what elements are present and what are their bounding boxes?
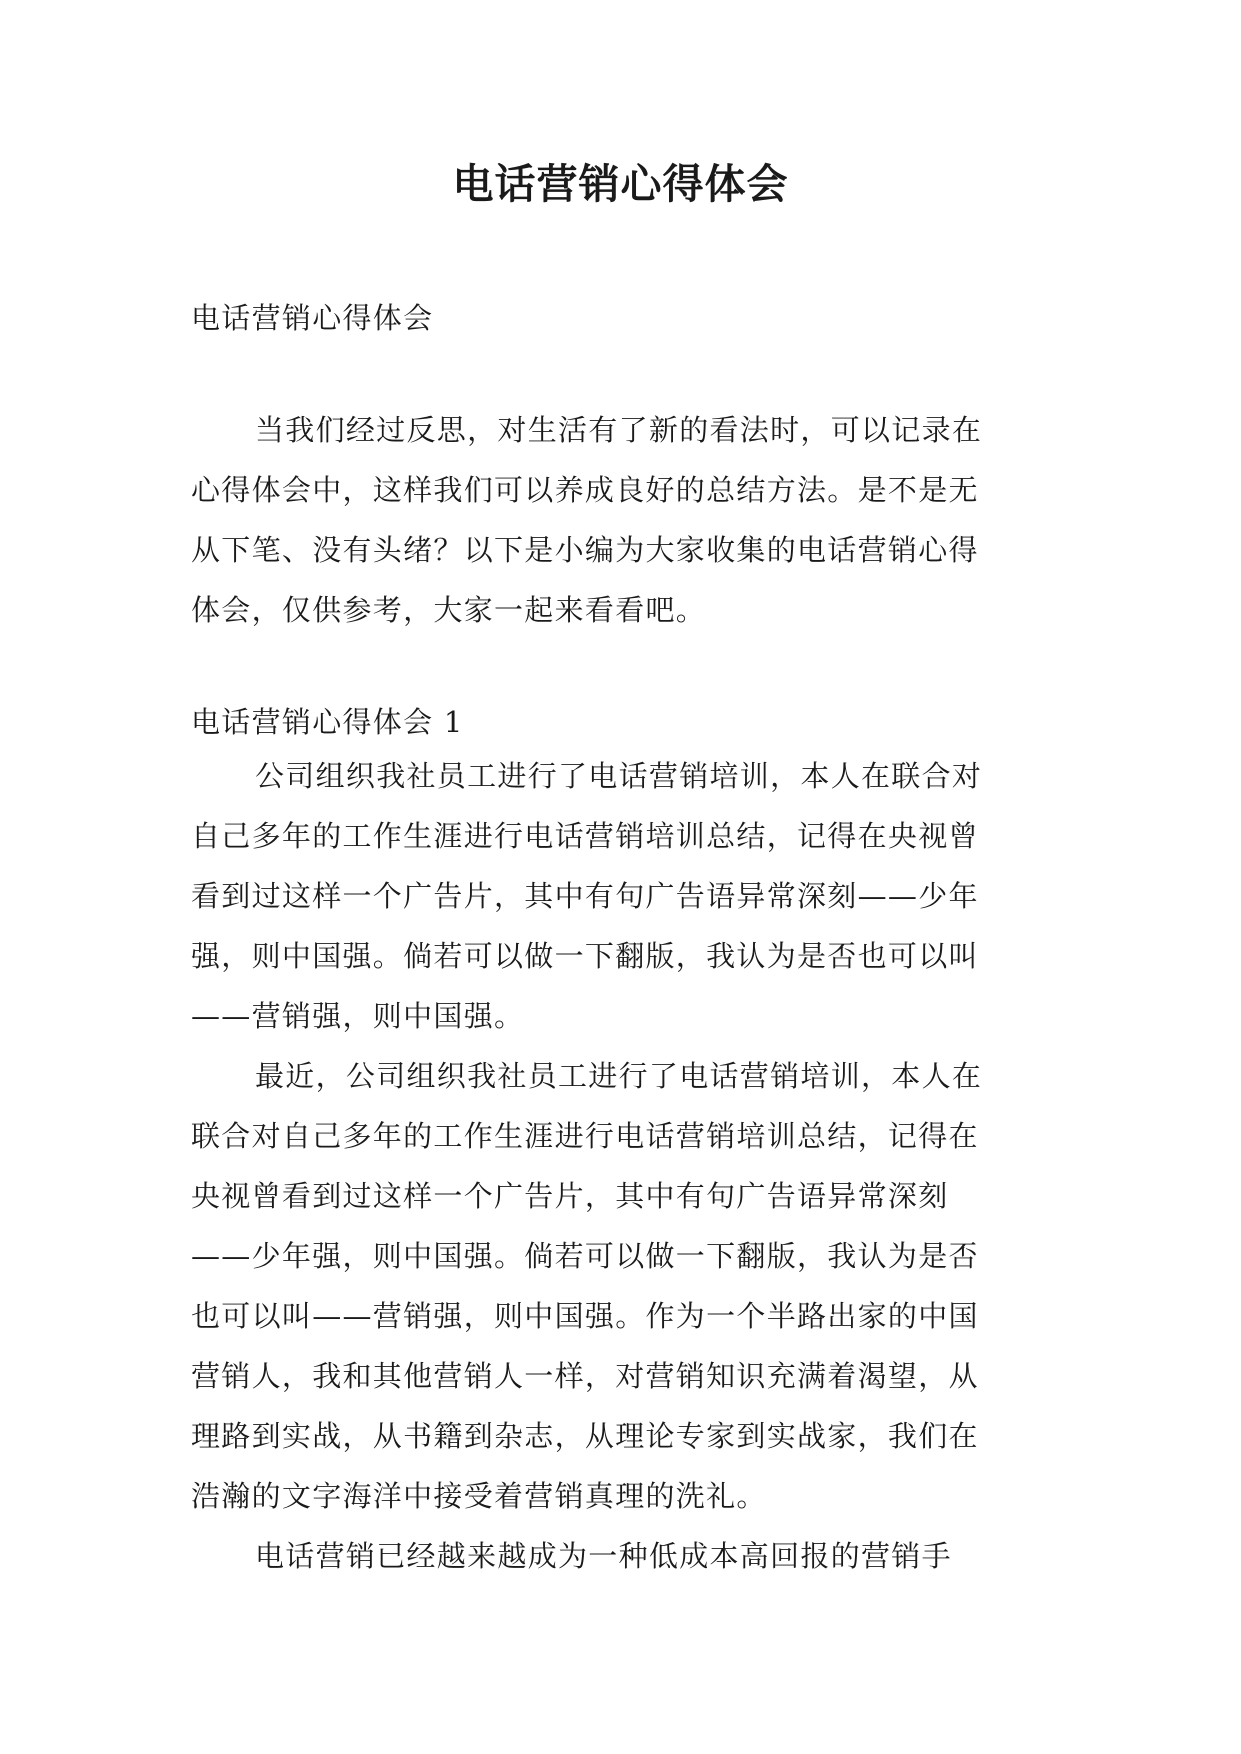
body-line: 央视曾看到过这样一个广告片，其中有句广告语异常深刻 (191, 1179, 949, 1213)
body-line: 公司组织我社员工进行了电话营销培训，本人在联合对 (255, 759, 983, 793)
body-line: 理路到实战，从书籍到杂志，从理论专家到实战家，我们在 (191, 1419, 979, 1453)
section-body (191, 746, 1051, 1586)
body-line: 最近，公司组织我社员工进行了电话营销培训，本人在 (255, 1059, 983, 1093)
document-subtitle (191, 288, 1051, 348)
body-line: 电话营销已经越来越成为一种低成本高回报的营销手 (255, 1539, 952, 1573)
section-heading (191, 692, 1051, 752)
intro-line: 体会，仅供参考，大家一起来看看吧。 (191, 593, 707, 627)
intro-line: 心得体会中，这样我们可以养成良好的总结方法。是不是无 (191, 473, 979, 507)
body-line: 浩瀚的文字海洋中接受着营销真理的洗礼。 (191, 1479, 767, 1513)
intro-paragraph (191, 400, 1051, 640)
body-line: 强，则中国强。倘若可以做一下翻版，我认为是否也可以叫 (191, 939, 979, 973)
body-line: 看到过这样一个广告片，其中有句广告语异常深刻——少年 (191, 879, 979, 913)
body-line: 联合对自己多年的工作生涯进行电话营销培训总结，记得在 (191, 1119, 979, 1153)
body-line: 自己多年的工作生涯进行电话营销培训总结，记得在央视曾 (191, 819, 979, 853)
intro-line: 当我们经过反思，对生活有了新的看法时，可以记录在 (255, 413, 983, 447)
subtitle-line: 电话营销心得体会 (191, 301, 434, 335)
body-line: 营销人，我和其他营销人一样，对营销知识充满着渴望，从 (191, 1359, 979, 1393)
body-line: 也可以叫——营销强，则中国强。作为一个半路出家的中国 (191, 1299, 979, 1333)
section-heading-line: 电话营销心得体会 1 (191, 705, 464, 739)
intro-line: 从下笔、没有头绪？以下是小编为大家收集的电话营销心得 (191, 533, 979, 567)
body-line: ——少年强，则中国强。倘若可以做一下翻版，我认为是否 (191, 1239, 979, 1273)
document-title: 电话营销心得体会 (452, 160, 789, 208)
body-line: ——营销强，则中国强。 (191, 999, 525, 1033)
